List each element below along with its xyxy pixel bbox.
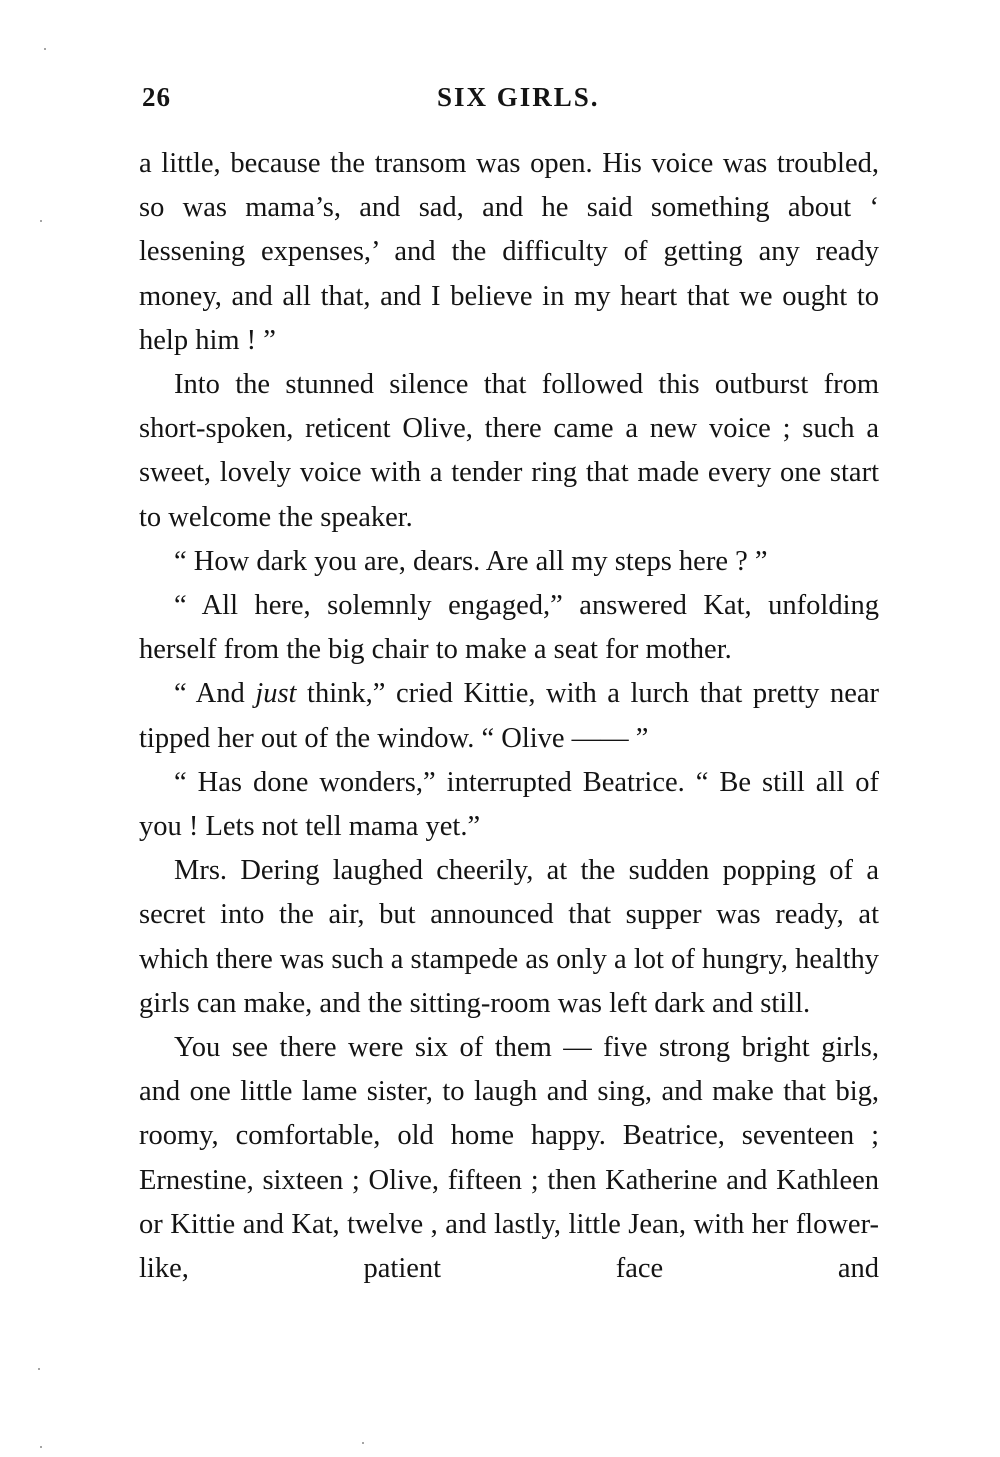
- body-text: [139, 142, 879, 1291]
- paragraph-mrs-dering: Mrs. Dering laughed cheerily, at the sudden popping of a secret into the air, but announced that supper was ready, at which there was such a stampede as only a lot of hungry, healthy girls can make, and the sitting-room was left dark and still.: [139, 855, 879, 1019]
- page-number: 26: [142, 82, 171, 112]
- paragraph-beatrice: “ Has done wonders,” interrupted Beatrice. “ Be still all of you ! Lets not tell mama yet.”: [139, 766, 879, 843]
- paragraph-continuation: a little, because the transom was open. His voice was troubled, so was mama’s, and sad, and he said something about ‘ lessening expenses,’ and the difficulty of getting any ready money, and all that, and I believe in my heart that we ought to help him ! ”: [139, 148, 879, 356]
- kittie-text-before: “ And: [174, 678, 256, 710]
- paragraph-mother-question: “ How dark you are, dears. Are all my steps here ? ”: [174, 545, 768, 577]
- emphasis-just: just: [255, 678, 297, 710]
- paragraph-six-girls: You see there were six of them — five strong bright girls, and one little lame sister, to laugh and sing, and make that big, roomy, comfortable, old home happy. Beatrice, seventeen ; Ernestine, sixteen ; Olive, fifteen ; then Katherine and Kathleen or Kittie and Kat, twelve , and lastly, little Jean, with her flower-like, patient face and: [139, 1032, 879, 1285]
- scan-speck: [362, 1442, 364, 1444]
- paragraph-kittie: [139, 672, 879, 760]
- running-head: [0, 78, 1000, 118]
- kittie-text-after: think,” cried Kittie, with a lurch that pretty near tipped her out of the window. “ Olive —— ”: [139, 678, 879, 754]
- scan-speck: [44, 48, 46, 50]
- paragraph-kat-answer: “ All here, solemnly engaged,” answered Kat, unfolding herself from the big chair to make a seat for mother.: [139, 590, 879, 666]
- book-title: SIX GIRLS.: [437, 82, 600, 112]
- scan-speck: [40, 1446, 42, 1448]
- paragraph-outburst: Into the stunned silence that followed this outburst from short-spoken, reticent Olive, there came a new voice ; such a sweet, lovely voice with a tender ring that made every one start to welcome the speaker.: [139, 369, 879, 533]
- scan-speck: [38, 1368, 40, 1370]
- scan-speck: [40, 220, 42, 222]
